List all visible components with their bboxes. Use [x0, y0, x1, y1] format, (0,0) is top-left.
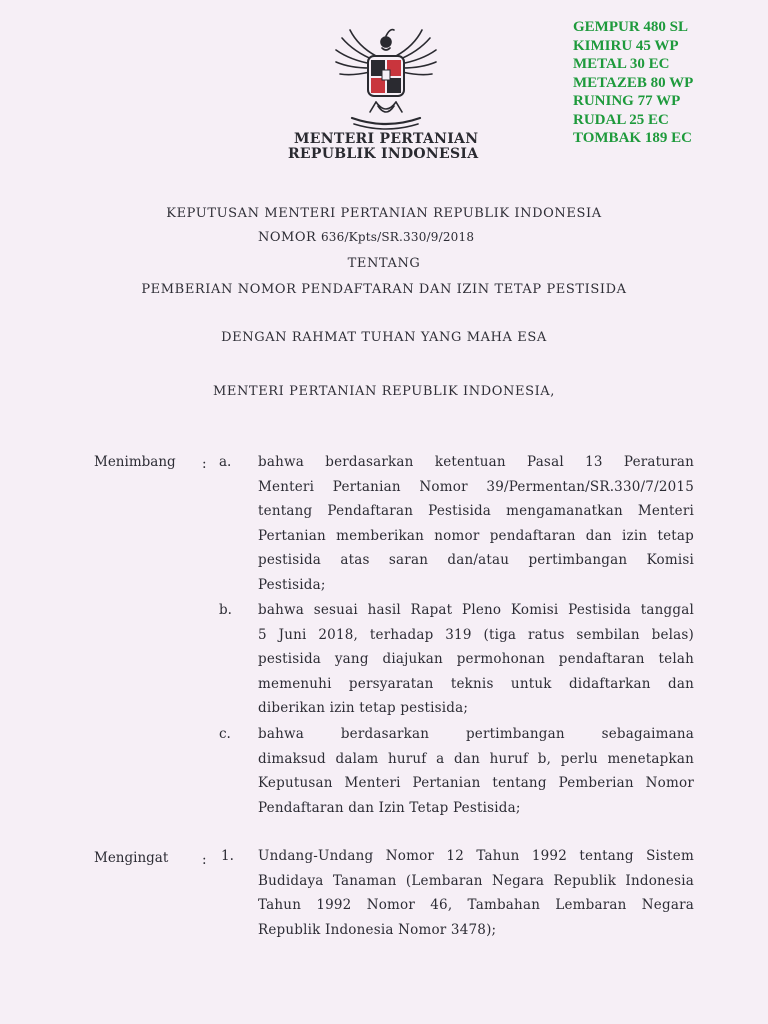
mengingat-colon: : — [202, 852, 207, 868]
text-line: Pestisida; — [258, 576, 326, 593]
product-item: METAZEB 80 WP — [573, 74, 694, 91]
menimbang-item-c — [258, 722, 694, 820]
minister-heading: MENTERI PERTANIAN REPUBLIK INDONESIA, — [212, 384, 556, 399]
text-line: pestisida yang diajukan permohonan pendaftaran telah — [258, 651, 694, 668]
product-item: TOMBAK 189 EC — [573, 130, 692, 146]
text-line: tentang Pendaftaran Pestisida mengamanatkan Menteri — [258, 503, 694, 520]
decision-number-value: 636/Kpts/SR.330/9/2018 — [320, 230, 475, 244]
letterhead-line-2: REPUBLIK INDONESIA — [288, 146, 479, 162]
text-line: Pertanian memberikan nomor pendaftaran dan izin tetap — [258, 527, 694, 544]
text-line: Budidaya Tanaman (Lembaran Negara Republik Indonesia — [258, 872, 694, 889]
menimbang-label: Menimbang — [94, 454, 176, 470]
garuda-emblem-icon — [330, 26, 442, 132]
garuda-emblem — [330, 26, 442, 132]
product-item: RUNING 77 WP — [573, 93, 681, 109]
text-line: diberikan izin tetap pestisida; — [258, 700, 469, 717]
text-line: Undang-Undang Nomor 12 Tahun 1992 tentang Sistem — [258, 848, 694, 864]
text-line: Republik Indonesia Nomor 3478); — [258, 921, 497, 938]
text-line: bahwa berdasarkan pertimbangan sebagaimana — [258, 726, 694, 742]
product-item: KIMIRU 45 WP — [573, 37, 679, 54]
product-item: GEMPUR 480 SL — [573, 19, 689, 35]
text-line: Tahun 1992 Nomor 46, Tambahan Lembaran Negara — [258, 897, 694, 914]
text-line: pestisida atas saran dan/atau pertimbangan Komisi — [258, 552, 694, 569]
letterhead-line-1: MENTERI PERTANIAN — [294, 131, 479, 147]
menimbang-marker-c: c. — [219, 726, 231, 742]
decision-number-label: NOMOR — [258, 230, 317, 245]
text-line: bahwa berdasarkan ketentuan Pasal 13 Peraturan — [258, 454, 694, 470]
product-item: METAL 30 EC — [573, 56, 670, 72]
menimbang-item-b — [258, 598, 694, 721]
menimbang-marker-b: b. — [219, 602, 232, 618]
menimbang-marker-a: a. — [219, 454, 232, 470]
text-line: memenuhi persyaratan teknis untuk didaftarkan dan — [258, 675, 694, 692]
mengingat-item-1 — [258, 844, 694, 942]
text-line: Pendaftaran dan Izin Tetap Pestisida; — [258, 799, 521, 816]
grace-formula: DENGAN RAHMAT TUHAN YANG MAHA ESA — [221, 330, 547, 345]
mengingat-label: Mengingat — [94, 850, 169, 866]
menimbang-colon: : — [202, 456, 207, 472]
text-line: dimaksud dalam huruf a dan huruf b, perlu menetapkan — [258, 750, 694, 767]
product-item: RUDAL 25 EC — [573, 111, 669, 128]
about-heading: TENTANG — [347, 256, 421, 271]
menimbang-item-a — [258, 450, 694, 598]
text-line: bahwa sesuai hasil Rapat Pleno Komisi Pestisida tanggal — [258, 602, 694, 618]
text-line: Menteri Pertanian Nomor 39/Permentan/SR.330/7/2015 — [258, 478, 694, 495]
text-line: Keputusan Menteri Pertanian tentang Pemberian Nomor — [258, 775, 694, 792]
product-list — [573, 18, 693, 148]
decision-title: KEPUTUSAN MENTERI PERTANIAN REPUBLIK INDONESIA — [166, 206, 602, 221]
decision-subject: PEMBERIAN NOMOR PENDAFTARAN DAN IZIN TETAP PESTISIDA — [141, 282, 627, 297]
decision-number — [258, 230, 474, 245]
text-line: 5 Juni 2018, terhadap 319 (tiga ratus sembilan belas) — [258, 626, 694, 643]
letterhead-title — [288, 132, 488, 162]
mengingat-marker-1: 1. — [221, 848, 234, 864]
